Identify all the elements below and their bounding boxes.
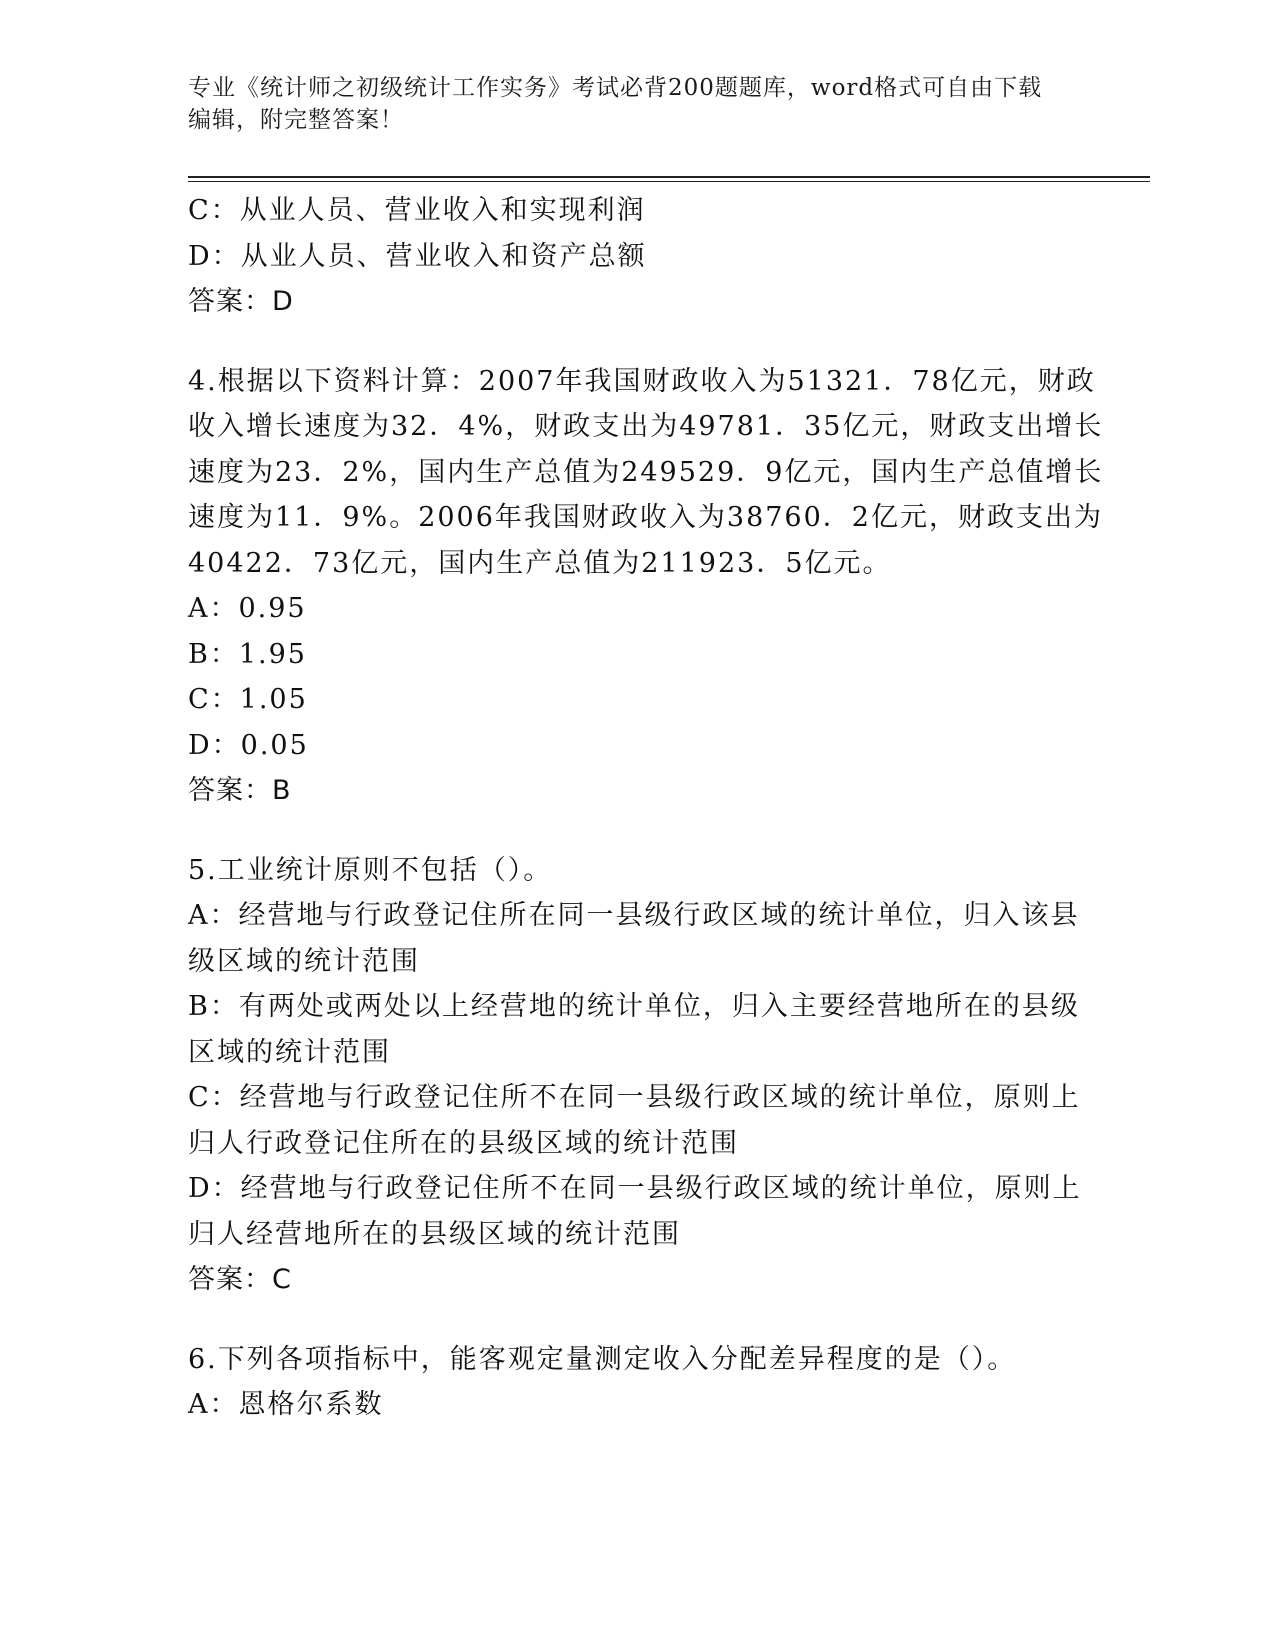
- q5-option-a-line: 级区域的统计范围: [188, 945, 420, 977]
- q5-option-d-line: 归人经营地所在的县级区域的统计范围: [188, 1218, 681, 1250]
- q4-stem-line: 4.根据以下资料计算：2007年我国财政收入为51321．78亿元，财政: [188, 365, 1096, 397]
- q4-stem-line: 收入增长速度为32．4%，财政支出为49781．35亿元，财政支出增长: [188, 411, 1104, 442]
- q5-answer: 答案：C: [188, 1264, 292, 1295]
- q5-option-c-line: C：经营地与行政登记住所不在同一县级行政区域的统计单位，原则上: [188, 1082, 1081, 1113]
- q5-option-b-line: 区域的统计范围: [188, 1036, 391, 1068]
- q4-stem-line: 速度为11．9%。2006年我国财政收入为38760．2亿元，财政支出为: [188, 502, 1103, 533]
- q4-option-a: A：0.95: [188, 593, 307, 624]
- q5-option-d-line: D：经营地与行政登记住所不在同一县级行政区域的统计单位，原则上: [188, 1173, 1082, 1204]
- q5-option-b-line: B：有两处或两处以上经营地的统计单位，归入主要经营地所在的县级: [188, 991, 1080, 1022]
- q5-option-c-line: 归人行政登记住所在的县级区域的统计范围: [188, 1127, 739, 1159]
- question-6: [188, 1337, 1088, 1428]
- spacer: [188, 814, 1088, 848]
- question-5: [188, 848, 1088, 1303]
- spacer: [188, 325, 1088, 359]
- q6-stem: 6.下列各项指标中，能客观定量测定收入分配差异程度的是（）。: [188, 1343, 1017, 1375]
- spacer: [188, 1303, 1088, 1337]
- q3-option-c: C：从业人员、营业收入和实现利润: [188, 195, 646, 226]
- header-title-line-1: 专业《统计师之初级统计工作实务》考试必背200题题库，word格式可自由下载: [188, 75, 1043, 101]
- question-4: [188, 359, 1104, 814]
- q3-option-d: D：从业人员、营业收入和资产总额: [188, 240, 647, 272]
- q5-option-a-line: A：经营地与行政登记住所在同一县级行政区域的统计单位，归入该县: [188, 900, 1080, 931]
- q4-option-d: D：0.05: [188, 729, 309, 761]
- q4-option-b: B：1.95: [188, 638, 307, 670]
- header-title-line-2: 编辑，附完整答案！: [188, 107, 404, 133]
- header-divider-thin: [188, 181, 1150, 182]
- q4-stem-line: 40422．73亿元，国内生产总值为211923．5亿元。: [188, 547, 892, 579]
- q6-option-a: A：恩格尔系数: [188, 1389, 384, 1420]
- q4-option-c: C：1.05: [188, 684, 308, 715]
- q4-answer: 答案：B: [188, 775, 292, 806]
- q4-stem-line: 速度为23．2%，国内生产总值为249529．9亿元，国内生产总值增长: [188, 456, 1104, 488]
- question-3: [188, 188, 1088, 325]
- header-divider: [188, 176, 1150, 178]
- q3-answer: 答案：D: [188, 286, 294, 317]
- q5-stem: 5.工业统计原则不包括（）。: [188, 854, 553, 886]
- page-header: [188, 72, 1068, 136]
- document-body: [188, 188, 1104, 1428]
